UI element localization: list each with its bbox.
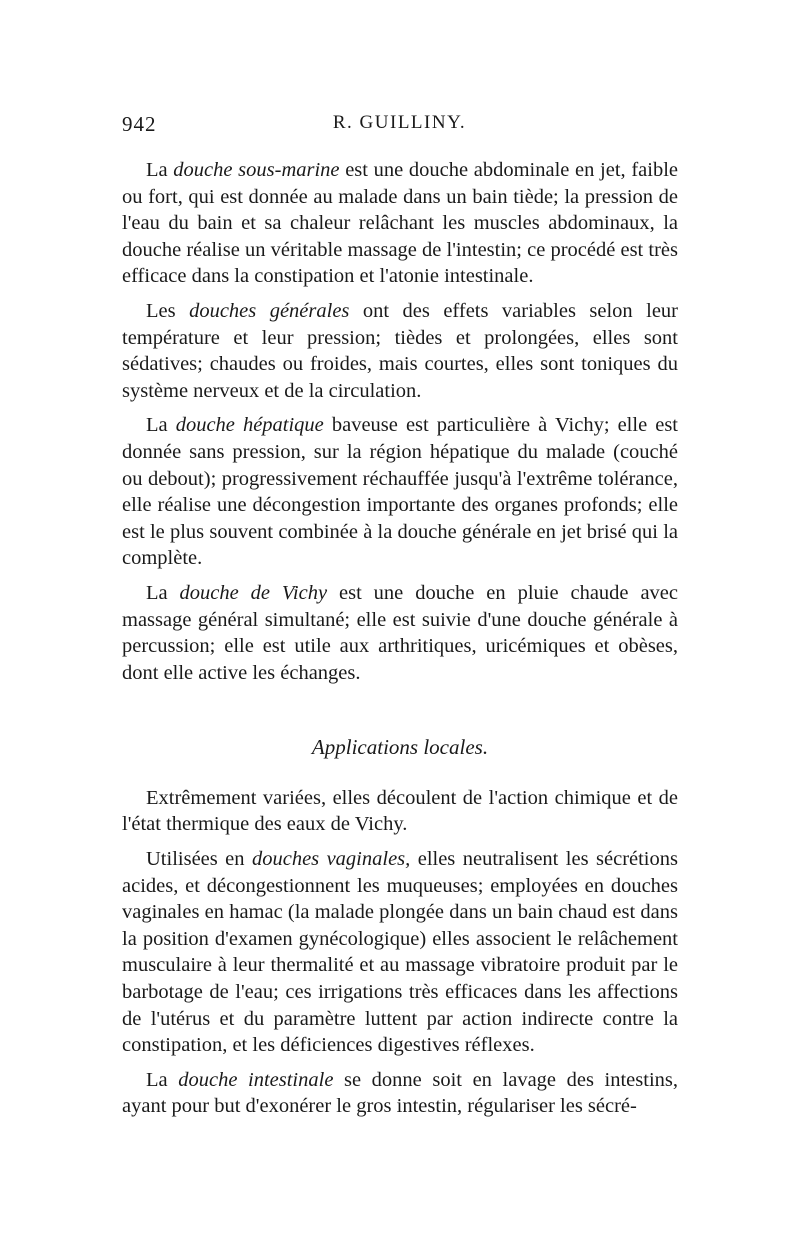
italic-term: douche hépatique	[175, 414, 324, 437]
text-run: se donne soit en lavage des intestins, ayant pour but d'exonérer le gros intestin, régulariser les sécré-	[122, 1068, 678, 1118]
section-title: Applications locales.	[311, 735, 489, 760]
text-run: est une douche en pluie chaude avec massage général simultané; elle est suivie d'une douche générale à percussion; elle est utile aux arthritiques, uricémiques et obèses, dont elle active les échanges.	[122, 581, 678, 684]
text-run: elles neutralisent les sécrétions acides, et décongestionnent les muqueuses; employées en douches vaginales en hamac (la malade plongée dans un bain chaud est dans la position d'examen gynécologique) elles associent le relâchement musculaire à leur thermalité et au massage vibratoire produit par le barbotage de l'eau; ces irrigations très efficaces dans les affections de l'utérus et du paramètre luttent par action indirecte contre la constipation, et les déficiences digestives réflexes.	[122, 848, 678, 1057]
italic-term: douches vaginales,	[251, 848, 411, 871]
text-run: Extrêmement variées, elles découlent de l'action chimique et de l'état thermique des eaux de Vichy.	[122, 786, 678, 836]
text-run: Utilisées en	[146, 848, 252, 871]
paragraph	[122, 298, 678, 404]
text-run: La	[146, 414, 176, 437]
text-run: La	[146, 1068, 179, 1091]
paragraph	[122, 412, 678, 572]
page-number: 942	[122, 112, 157, 136]
paragraph-group-2	[122, 785, 678, 1120]
text-run: La	[146, 581, 180, 604]
paragraph	[122, 1067, 678, 1120]
page-body	[122, 157, 678, 1120]
paragraph	[122, 580, 678, 686]
paragraph	[122, 157, 678, 290]
paragraph	[122, 846, 678, 1059]
running-head: R. GUILLINY.	[332, 112, 467, 133]
text-run: est une douche abdominale en jet, faible ou fort, qui est donnée au malade dans un bain tiède; la pression de l'eau du bain et sa chaleur relâchant les muscles abdominaux, la douche réalise un véritable massage de l'intestin; ce procédé est très efficace dans la constipation et l'atonie intestinale.	[122, 159, 679, 288]
text-run: Les	[146, 299, 190, 322]
italic-term: douche intestinale	[178, 1068, 334, 1091]
page-header	[122, 112, 677, 142]
text-run: La	[146, 159, 174, 181]
text-run: ont des effets variables selon leur température et leur pression; tièdes et prolongées, elles sont sédatives; chaudes ou froides, mais courtes, elles sont toniques du système nerveux et de la circulation.	[122, 299, 678, 402]
italic-term: douche de Vichy	[179, 581, 328, 604]
text-run: baveuse est particulière à Vichy; elle est donnée sans pression, sur la région hépatique du malade (couché ou debout); progressivement réchauffée jusqu'à l'extrême tolérance, elle réalise une décongestion importante des organes profonds; elle est le plus souvent combinée à la douche générale en jet brisé qui la complète.	[122, 414, 679, 570]
italic-term: douches générales	[189, 299, 350, 322]
italic-term: douche sous-marine	[173, 159, 340, 181]
paragraph-group-1	[122, 157, 678, 686]
paragraph	[122, 785, 678, 838]
